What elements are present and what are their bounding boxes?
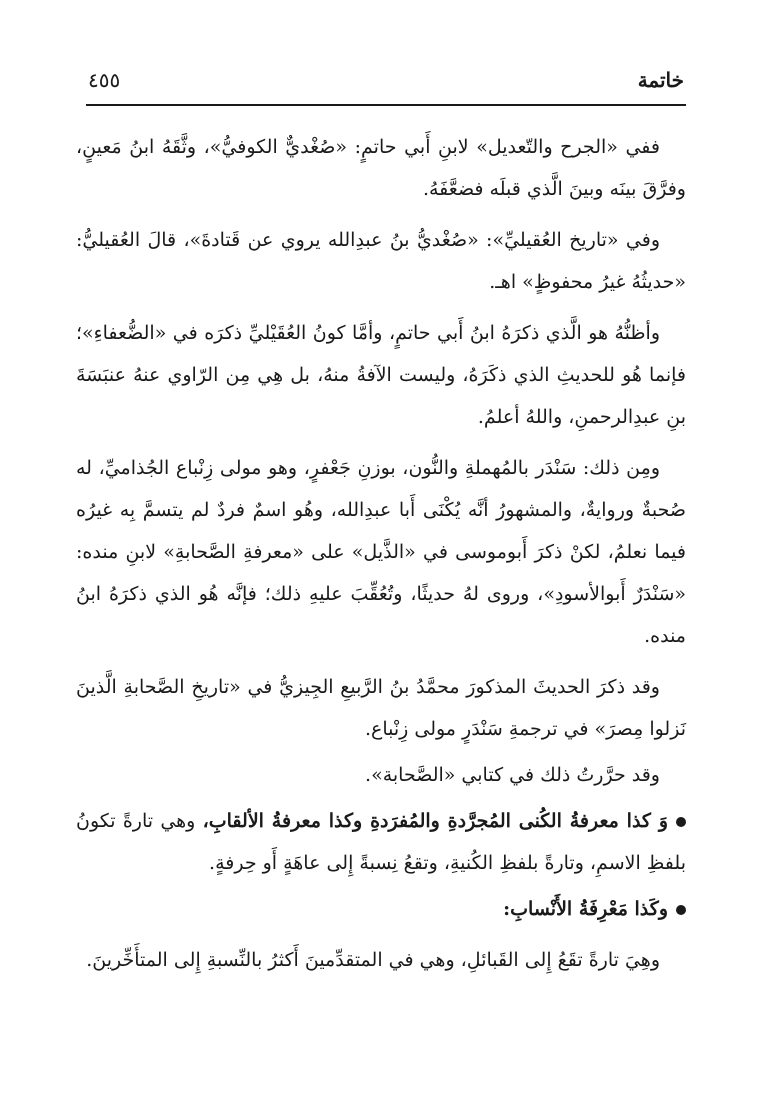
- list-item: [76, 888, 686, 930]
- paragraph: ففي «الجرح والتّعديل» لابنِ أَبي حاتمٍ: «صُغْديٌّ الكوفيُّ»، وثَّقَهُ ابنُ مَعينٍ، وفرَّقَ بينَه وبينَ الَّذي قبلَه فضعَّفَهُ.: [76, 136, 686, 200]
- paragraph: وقد حرَّرتُ ذلك في كتابي «الصَّحابة».: [365, 764, 660, 786]
- page-number: ٤٥٥: [88, 68, 121, 92]
- running-title: خاتمة: [637, 68, 684, 92]
- paragraph: وأظنُّهُ هو الَّذي ذكرَهُ ابنُ أَبي حاتمٍ، وأمَّا كونُ العُقَيْليِّ ذكرَه في «الضُّعفاءِ»؛ فإنما هُو للحديثِ الذي ذكَرَهُ، وليست الآفةُ منهُ، بل هِي مِن الرّاوي عنهُ عنبَسَةَ بنِ عبدِالرحمنِ، واللهُ أعلمُ.: [76, 322, 686, 428]
- item-heading: وكَذا مَعْرِفَةُ الأَنْسابِ:: [503, 898, 668, 920]
- header-rule: [86, 104, 686, 106]
- paragraph: وقد ذكرَ الحديثَ المذكورَ محمَّدُ بنُ الرَّبيعِ الجِيزيُّ في «تاريخِ الصَّحابةِ الَّذينَ نَزلوا مِصرَ» في ترجمةِ سَنْدَرٍ مولى زِنْباع.: [76, 676, 686, 740]
- item-heading: وَ كذا معرفةُ الكُنى المُجرَّدةِ والمُفرَدةِ وكذا معرفةُ الألقابِ،: [202, 810, 668, 832]
- paragraph: وهِيَ تارةً تقَعُ إِلى القَبائلِ، وهي في المتقدِّمينَ أَكثرُ بالنِّسبةِ إِلى المتأَخِّرينَ.: [86, 949, 660, 971]
- list-item: [76, 800, 686, 884]
- page-header: [88, 66, 684, 102]
- item-text: وهي تارةً تكونُ بلفظِ الاسمِ، وتارةً بلفظِ الكُنيةِ، وتقعُ نِسبةً إِلى عاهَةٍ أَو حِرفةٍ.: [76, 810, 686, 874]
- paragraph: ومِن ذلك: سَنْدَر بالمُهملةِ والنُّون، بوزنِ جَعْفرٍ، وهو مولى زِنْباع الجُذاميِّ، له صُحبةٌ وروايةٌ، والمشهورُ أنَّه يُكْنَى أَبا عبدِالله، وهُو اسمٌ فردٌ لم يتسمَّ بِه غيرُه فيما نعلمُ، لكنْ ذكرَ أَبوموسى في «الذَّيل» على «معرفةِ الصَّحابةِ» لابنِ منده: «سَنْدَرٌ أَبوالأسودِ»، وروى لهُ حديثًا، وتُعُقِّبَ عليهِ ذلك؛ فإنَّه هُو الذي ذكرَهُ ابنُ منده.: [76, 457, 686, 647]
- bullet-icon: [676, 905, 686, 915]
- bullet-icon: [676, 817, 686, 827]
- paragraph: وفي «تاريخ العُقيليِّ»: «صُغْديُّ بنُ عبدِالله يروي عن قَتادةَ»، قالَ العُقيليُّ: «حديثُهُ غيرُ محفوظٍ» اهـ.: [76, 229, 686, 293]
- body-text: [76, 126, 686, 990]
